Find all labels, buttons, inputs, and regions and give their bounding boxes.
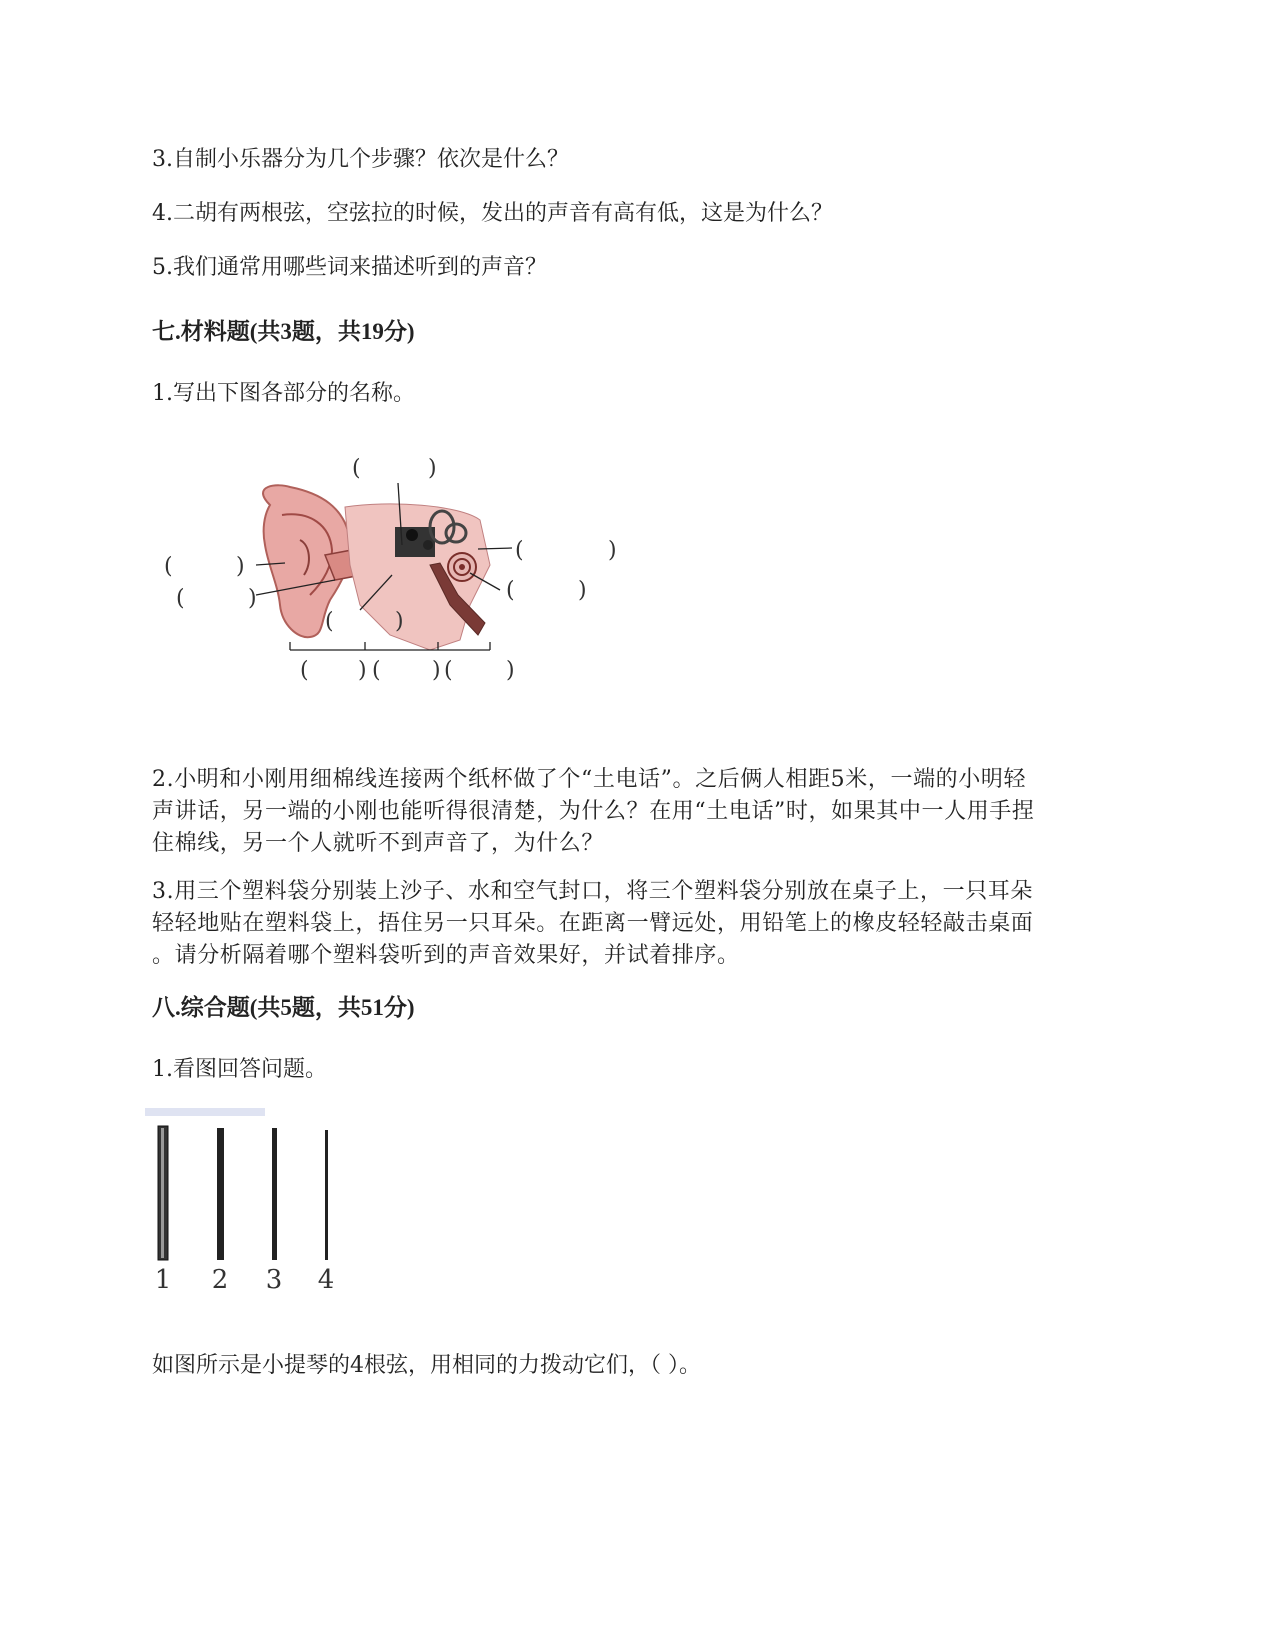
- question-7-2-line: 住棉线，另一个人就听不到声音了，为什么？: [152, 831, 605, 856]
- blank-right2-close: ): [578, 578, 587, 603]
- question-7-2: [152, 764, 1127, 860]
- blank-bottom2-open: (: [372, 658, 381, 683]
- blank-left1-open: (: [164, 554, 173, 579]
- blank-left2-close: ): [248, 586, 257, 611]
- blank-left1-close: ): [236, 554, 245, 579]
- blank-mid-open: (: [325, 609, 334, 634]
- blank-right1-open: (: [515, 538, 524, 563]
- string-number-4: 4: [317, 1265, 335, 1295]
- blank-bottom1-close: ): [358, 658, 367, 683]
- question-8-1: 1.看图回答问题。: [152, 1057, 327, 1082]
- string-number-2: 2: [211, 1265, 229, 1295]
- blank-left2-open: (: [176, 586, 185, 611]
- blank-mid-close: ): [395, 609, 404, 634]
- section-8-heading: 八.综合题(共5题，共51分): [152, 995, 415, 1020]
- question-7-1: 1.写出下图各部分的名称。: [152, 381, 415, 406]
- question-6-4: 4.二胡有两根弦，空弦拉的时候，发出的声音有高有低，这是为什么？: [152, 201, 833, 226]
- blank-bottom2-close: ): [432, 658, 441, 683]
- question-7-3-line: 3.用三个塑料袋分别装上沙子、水和空气封口，将三个塑料袋分别放在桌子上，一只耳朵: [152, 879, 1033, 904]
- blank-bottom1-open: (: [300, 658, 309, 683]
- violin-strings-figure: [145, 1108, 355, 1298]
- string-3: [272, 1128, 277, 1260]
- question-7-3: [152, 876, 1127, 972]
- question-7-3-line: 。请分析隔着哪个塑料袋听到的声音效果好，并试着排序。: [152, 943, 740, 968]
- section-7-heading: 七.材料题(共3题，共19分): [152, 319, 415, 344]
- blank-top-open: (: [352, 456, 361, 481]
- question-7-2-line: 声讲话，另一端的小刚也能听得很清楚，为什么？在用“土电话”时，如果其中一人用手捏: [152, 799, 1035, 824]
- ear-diagram: [160, 445, 630, 690]
- blank-right1-close: ): [608, 538, 617, 563]
- question-8-1-text: 如图所示是小提琴的4根弦，用相同的力拨动它们，（ ）。: [152, 1353, 701, 1378]
- blank-bottom3-close: ): [506, 658, 515, 683]
- question-7-3-line: 轻轻地贴在塑料袋上，捂住另一只耳朵。在距离一臂远处，用铅笔上的橡皮轻轻敲击桌面: [152, 911, 1034, 936]
- question-7-2-line: 2.小明和小刚用细棉线连接两个纸杯做了个“土电话”。之后俩人相距5米，一端的小明轻: [152, 767, 1027, 792]
- question-6-3: 3.自制小乐器分为几个步骤？依次是什么？: [152, 147, 569, 172]
- blank-right2-open: (: [506, 578, 515, 603]
- string-2: [217, 1128, 224, 1260]
- string-4: [325, 1130, 328, 1260]
- string-number-1: 1: [154, 1265, 172, 1295]
- blank-bottom3-open: (: [444, 658, 453, 683]
- blank-top-close: ): [428, 456, 437, 481]
- question-6-5: 5.我们通常用哪些词来描述听到的声音？: [152, 255, 547, 280]
- string-number-3: 3: [265, 1265, 283, 1295]
